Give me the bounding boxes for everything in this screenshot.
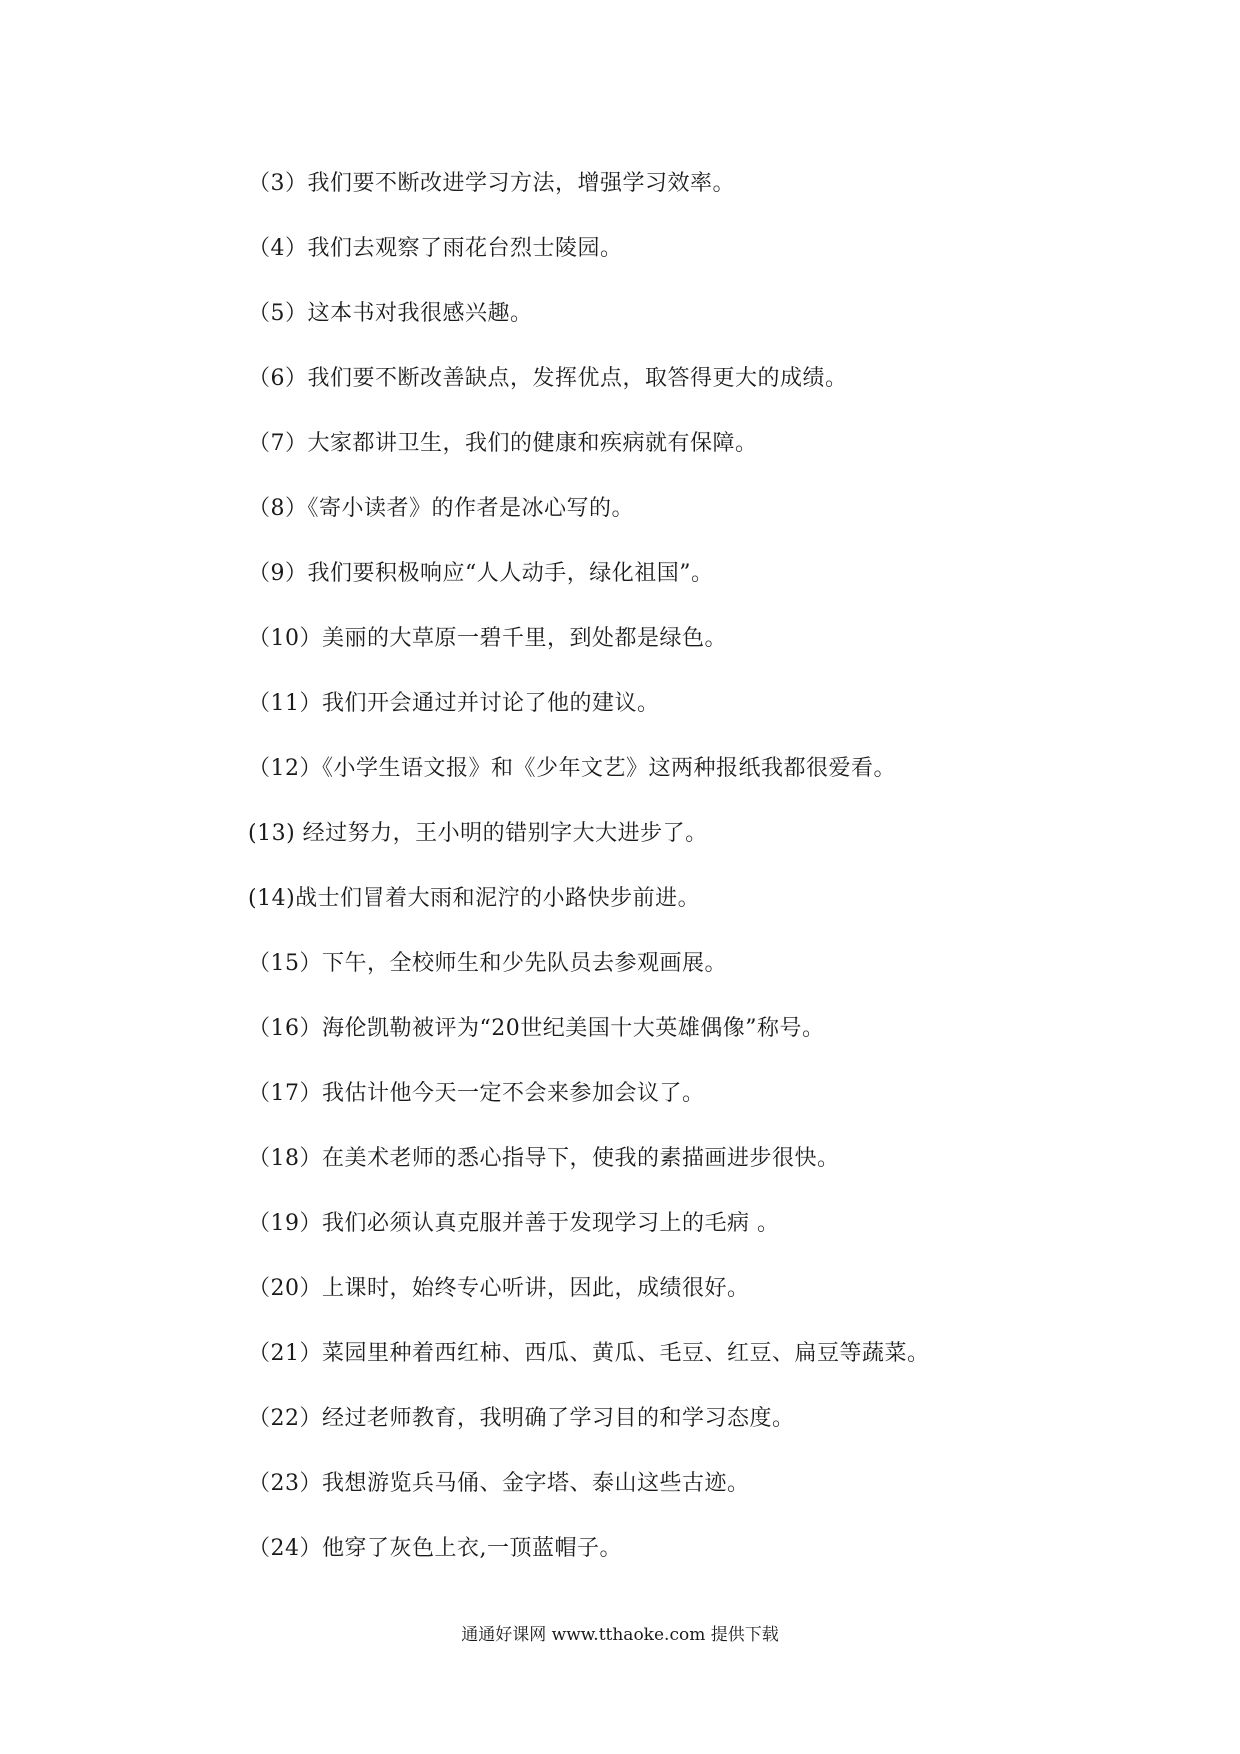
sentence-21: （21）菜园里种着西红柿、西瓜、黄瓜、毛豆、红豆、扁豆等蔬菜。 bbox=[248, 1341, 930, 1366]
sentence-17: （17）我估计他今天一定不会来参加会议了。 bbox=[248, 1081, 705, 1106]
sentence-10: （10）美丽的大草原一碧千里，到处都是绿色。 bbox=[248, 626, 727, 651]
sentence-16: （16）海伦凯勒被评为“20世纪美国十大英雄偶像”称号。 bbox=[248, 1016, 825, 1041]
sentence-24: （24）他穿了灰色上衣,一顶蓝帽子。 bbox=[248, 1536, 622, 1561]
sentence-12: （12）《小学生语文报》和《少年文艺》这两种报纸我都很爱看。 bbox=[248, 756, 896, 781]
sentence-3: （3）我们要不断改进学习方法，增强学习效率。 bbox=[248, 171, 735, 196]
sentence-14: (14)战士们冒着大雨和泥泞的小路快步前进。 bbox=[248, 886, 701, 911]
sentence-4: （4）我们去观察了雨花台烈士陵园。 bbox=[248, 236, 623, 261]
sentence-19: （19）我们必须认真克服并善于发现学习上的毛病 。 bbox=[248, 1211, 780, 1236]
sentence-15: （15）下午，全校师生和少先队员去参观画展。 bbox=[248, 951, 727, 976]
sentence-9: （9）我们要积极响应“人人动手，绿化祖国”。 bbox=[248, 561, 714, 586]
sentence-18: （18）在美术老师的悉心指导下，使我的素描画进步很快。 bbox=[248, 1146, 840, 1171]
sentence-22: （22）经过老师教育，我明确了学习目的和学习态度。 bbox=[248, 1406, 795, 1431]
sentence-5: （5）这本书对我很感兴趣。 bbox=[248, 301, 533, 326]
sentence-20: （20）上课时，始终专心听讲，因此，成绩很好。 bbox=[248, 1276, 750, 1301]
sentence-13: (13) 经过努力，王小明的错别字大大进步了。 bbox=[248, 821, 708, 846]
sentence-11: （11）我们开会通过并讨论了他的建议。 bbox=[248, 691, 660, 716]
sentence-list bbox=[248, 168, 1168, 1598]
sentence-7: （7）大家都讲卫生，我们的健康和疾病就有保障。 bbox=[248, 431, 758, 456]
page-footer: 通通好课网 www.tthaoke.com 提供下载 bbox=[461, 1625, 779, 1645]
sentence-8: （8）《寄小读者》的作者是冰心写的。 bbox=[248, 496, 634, 521]
sentence-6: （6）我们要不断改善缺点，发挥优点，取答得更大的成绩。 bbox=[248, 366, 848, 391]
sentence-23: （23）我想游览兵马俑、金字塔、泰山这些古迹。 bbox=[248, 1471, 750, 1496]
